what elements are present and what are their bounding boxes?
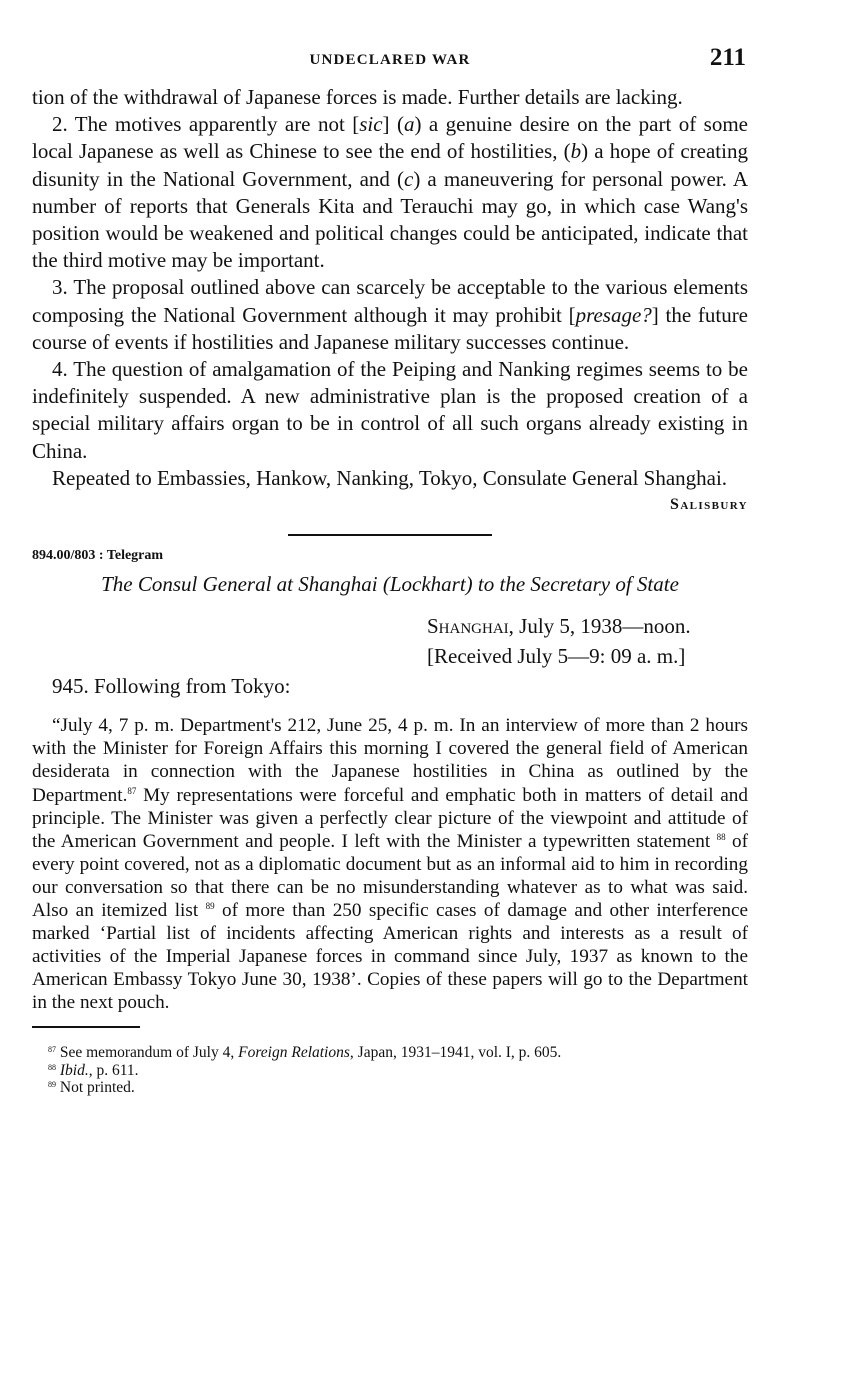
footnote-divider <box>32 1026 140 1028</box>
footnote-88 <box>48 1062 748 1080</box>
file-number: 894.00/803 : Telegram <box>32 548 164 564</box>
paragraph-2 <box>32 111 748 274</box>
p3-text-b: ] the future course of events if hostilities and Japanese military successes continue. <box>32 302 749 354</box>
signature-text: Salisbury <box>670 496 748 514</box>
running-head: UNDECLARED WAR <box>309 52 471 68</box>
document-title: The Consul General at Shanghai (Lockhart) to the Secretary of State <box>101 572 679 597</box>
p2-text-a: 2. The motives apparently are not [ <box>52 112 360 137</box>
body-text-a: “July 4, 7 p. m. Department's 212, June 25, 4 p. m. In an interview of more than 2 hours with the Minister for Foreign Affairs this morning I covered the general field of American desiderata in connection with the Japanese hostilities in China as outlined by the Department. <box>32 715 748 806</box>
footnote-ref-87[interactable]: 87 <box>127 785 137 796</box>
footnote-89 <box>48 1079 748 1097</box>
footnote-89-text: Not printed. <box>56 1079 135 1097</box>
p2-letter-b: b <box>570 139 582 164</box>
telegram-opening: 945. Following from Tokyo: <box>52 674 291 699</box>
footnote-ref-89[interactable]: 89 <box>205 901 215 911</box>
footnote-num-88: 88 <box>48 1062 56 1072</box>
dateline-date: July 5, 1938—noon. <box>513 614 691 639</box>
footnote-num-89: 89 <box>48 1080 56 1090</box>
body-text-b: My representations were forceful and emphatic both in matters of detail and principle. The Minister was given a perfectly clear picture of the viewpoint and attitude of the American Government and people. I left with the Minister a typewritten statement <box>32 784 748 852</box>
page-number: 211 <box>709 44 746 71</box>
paragraph-4: 4. The question of amalgamation of the Peiping and Nanking regimes seems to be indefinitely suspended. A new administrative plan is the proposed creation of a special military affairs organ to be in control of all such organs already existing in China. <box>32 357 748 463</box>
p2-text-c: ) a genuine desire on the part of some local Japanese as well as Chinese to see the end of hostilities, ( <box>32 112 748 164</box>
dateline-sent <box>427 611 748 641</box>
footnote-num-87: 87 <box>48 1045 56 1055</box>
footnote-88-italic: Ibid. <box>59 1061 89 1079</box>
p2-letter-a: a <box>403 112 415 137</box>
dateline-place: Shanghai, <box>427 614 514 639</box>
p2-text-e: ) a maneuvering for personal power. A number of reports that Generals Kita and Terauchi may go, in which case Wang's position would be weakened and political changes could be anticipated, indicate that the third motive may be important. <box>32 166 748 273</box>
footnote-87-text-a: See memorandum of July 4, <box>56 1044 239 1062</box>
footnote-88-text-b: , p. 611. <box>88 1061 139 1079</box>
p2-text-d: ) a hope of creating disunity in the National Government, and ( <box>32 139 748 191</box>
footnote-87 <box>48 1044 748 1062</box>
document-page <box>32 44 748 1097</box>
page-header <box>32 44 748 84</box>
body-text-c: of every point covered, not as a diplomatic document but as an informal aid to him in recording our conversation so that there can be no misunderstanding whatever as to what was said. Also an itemized list <box>32 830 748 921</box>
paragraph-repeated: Repeated to Embassies, Hankow, Nanking, Tokyo, Consulate General Shanghai. <box>52 465 728 490</box>
footnote-ref-88[interactable]: 88 <box>716 831 726 842</box>
paragraph-continuation: tion of the withdrawal of Japanese forces is made. Further details are lacking. <box>32 85 683 109</box>
footnote-87-italic: Foreign Relations <box>238 1044 350 1062</box>
p2-text-b: ] ( <box>382 112 404 137</box>
footnote-87-text-b: , Japan, 1931–1941, vol. I, p. 605. <box>349 1044 562 1062</box>
p3-text-a: 3. The proposal outlined above can scarcely be acceptable to the various elements composing the National Government although it may prohibit [ <box>32 275 748 327</box>
telegram-body <box>32 714 748 1014</box>
body-text-d: of more than 250 specific cases of damage and other interference marked ‘Partial list of incidents affecting American rights and interests as a result of activities of the Imperial Japanese forces in command since July, 1937 as known to the American Embassy Tokyo June 30, 1938’. Copies of these papers will go to the Department in the next pouch. <box>32 900 748 1014</box>
dateline <box>427 611 748 671</box>
paragraph-3 <box>32 274 748 356</box>
p2-letter-c: c <box>404 166 414 191</box>
sic-note: sic <box>359 112 383 137</box>
signature-salisbury <box>32 496 748 514</box>
presage-note: presage? <box>575 302 652 327</box>
section-divider <box>288 534 492 536</box>
dateline-received: [Received July 5—9: 09 a. m.] <box>427 644 686 669</box>
